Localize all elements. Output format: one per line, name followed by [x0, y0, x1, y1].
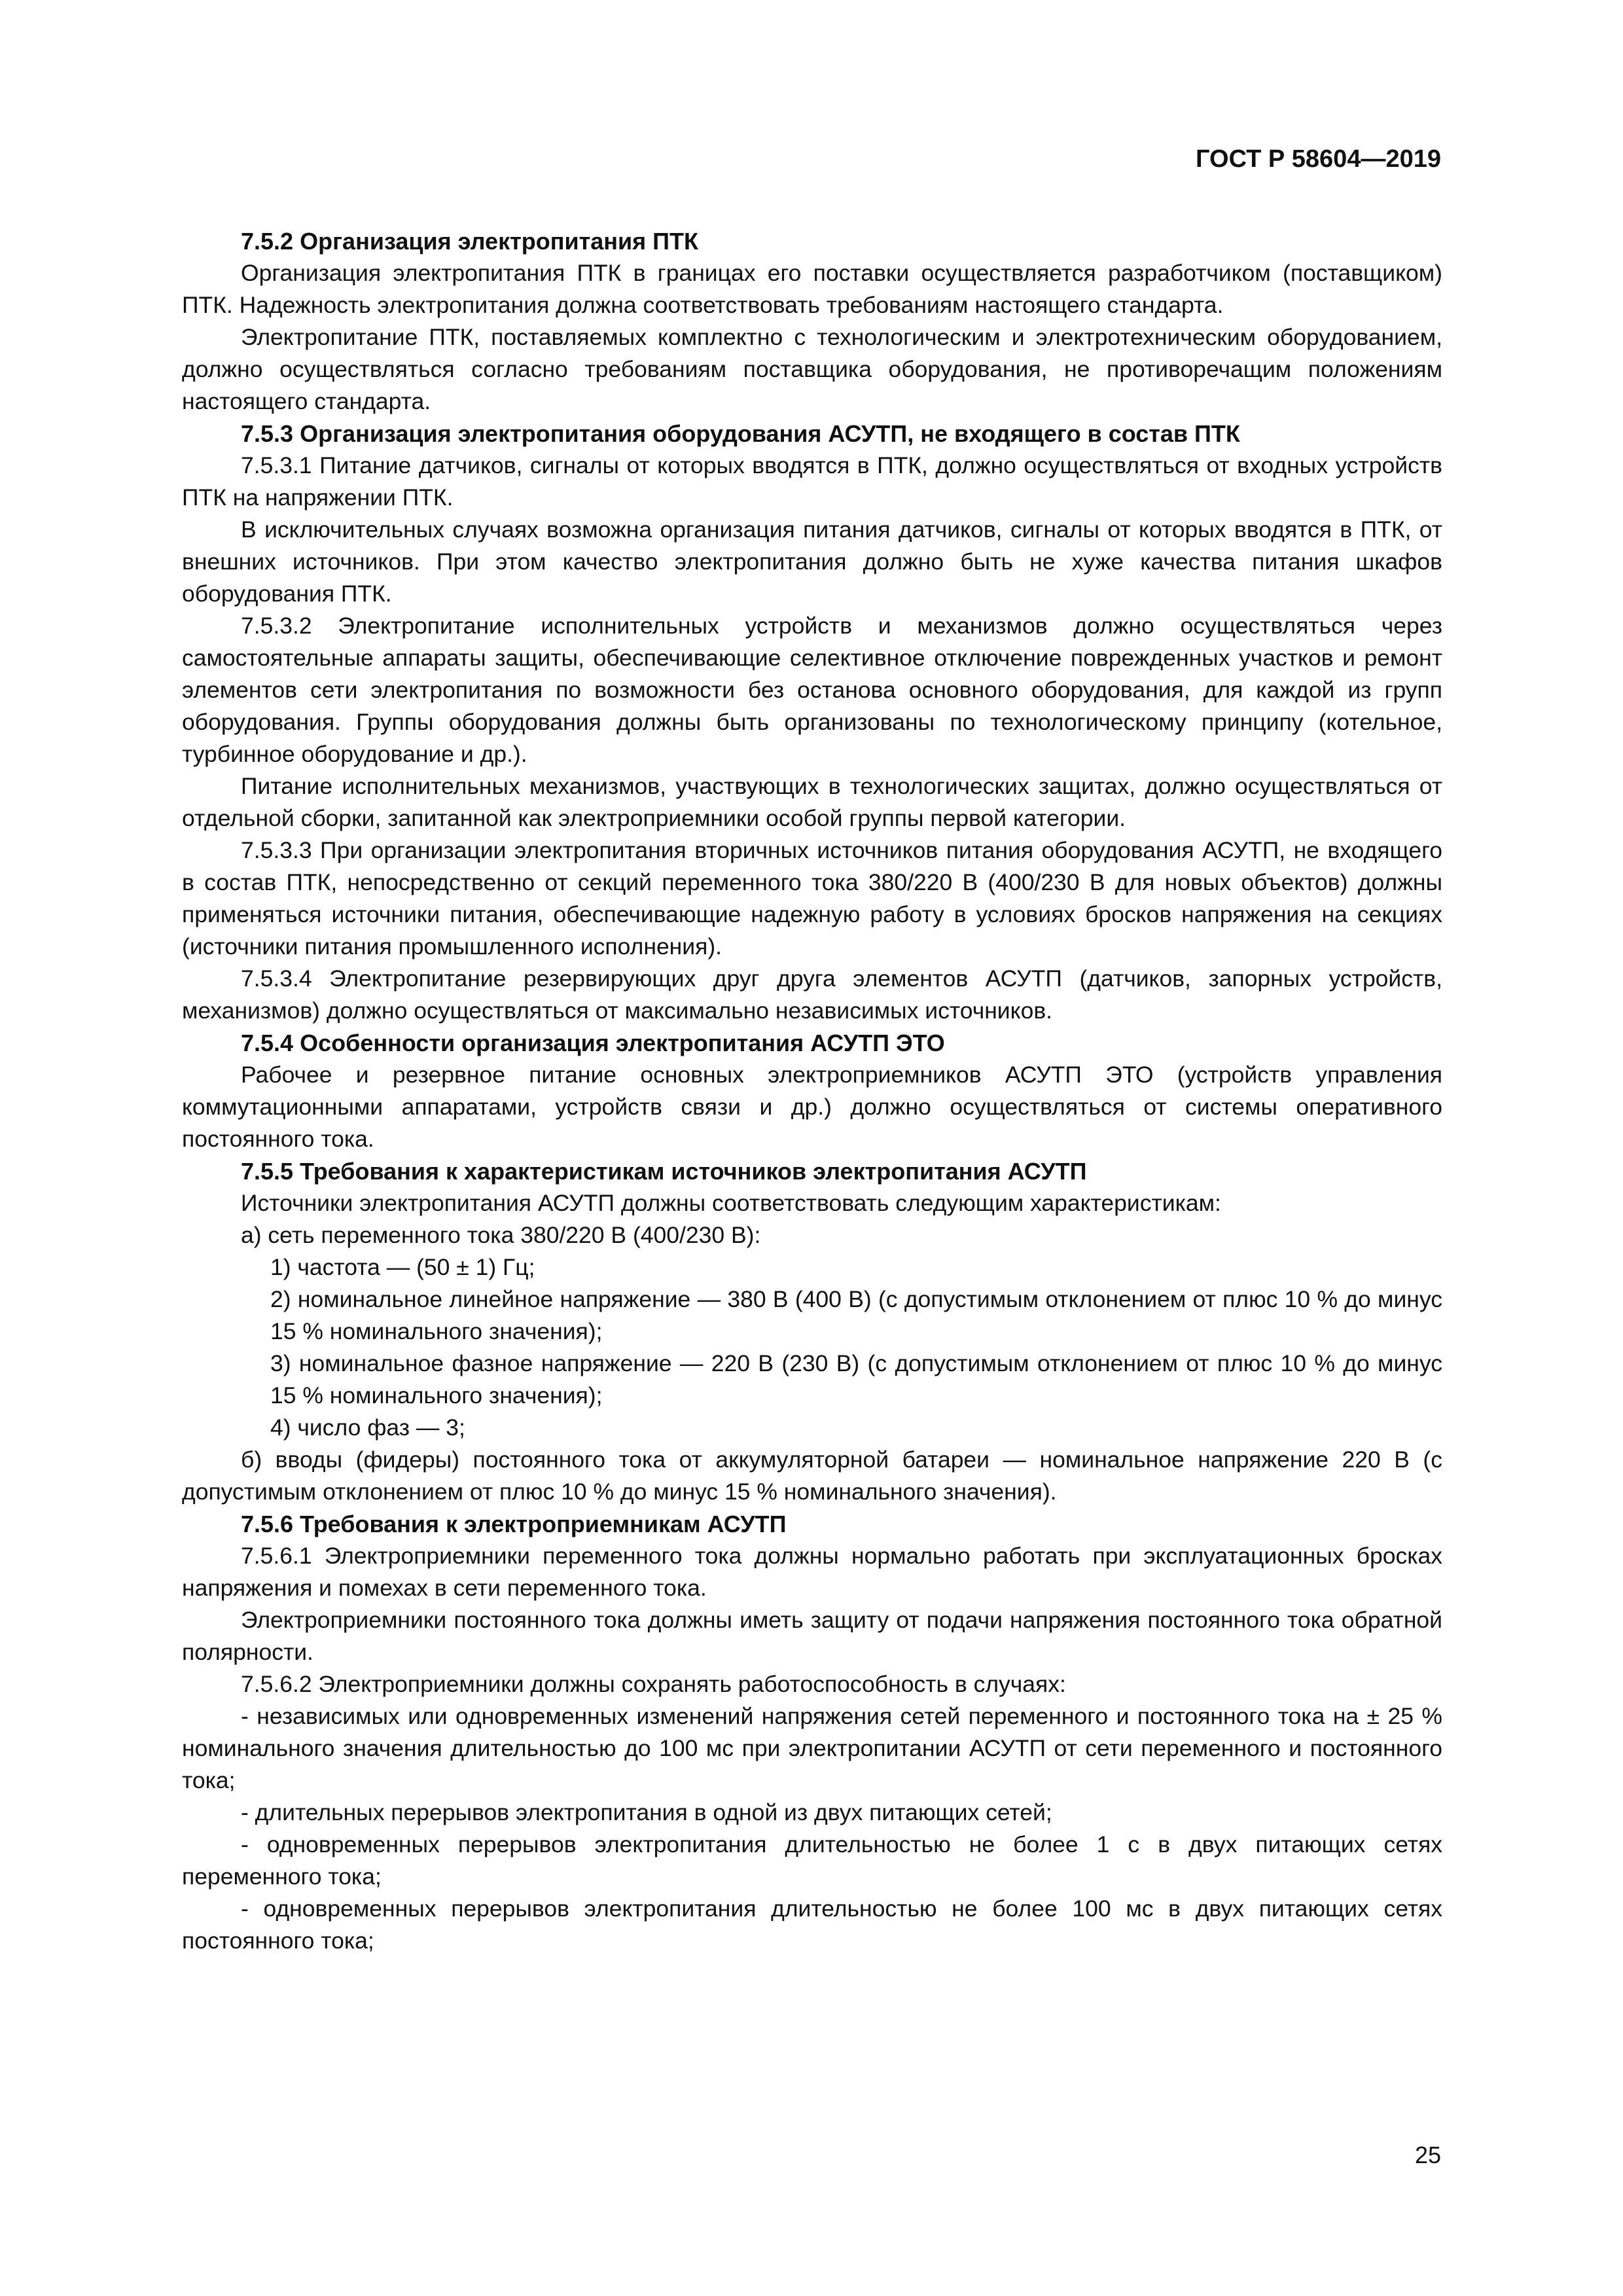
paragraph: 7.5.3.1 Питание датчиков, сигналы от которых вводятся в ПТК, должно осуществляться от входных устройств ПТК на напряжении ПТК. [182, 452, 1442, 511]
paragraph: Организация электропитания ПТК в границах его поставки осуществляется разработчиком (поставщиком) ПТК. Надежность электропитания должна соответствовать требованиям настоящего стандарта. [182, 260, 1442, 318]
dash-list-item: - одновременных перерывов электропитания длительностью не более 100 мс в двух питающих сетях постоянного тока; [182, 1895, 1442, 1954]
section-heading-7-5-3: 7.5.3 Организация электропитания оборудования АСУТП, не входящего в состав ПТК [241, 420, 1240, 447]
page-body [182, 225, 1442, 1957]
sub-list-item: 1) частота — (50 ± 1) Гц; [270, 1254, 535, 1280]
dash-list-item: - независимых или одновременных изменений напряжения сетей переменного и постоянного тока на ± 25 % номинального значения длительностью до 100 мс при электропитании АСУТП от сети переменного и постоянного тока; [182, 1703, 1442, 1793]
section-heading-7-5-6: 7.5.6 Требования к электроприемникам АСУТП [241, 1511, 787, 1537]
paragraph: 7.5.3.2 Электропитание исполнительных устройств и механизмов должно осуществляться через самостоятельные аппараты защиты, обеспечивающие селективное отключение поврежденных участков и ремонт элементов сети электропитания по возможности без останова основного оборудования, для каждой из групп оборудования. Группы оборудования должны быть организованы по технологическому принципу (котельное, турбинное оборудование и др.). [182, 613, 1442, 767]
sub-list-item: 4) число фаз — 3; [270, 1414, 465, 1441]
paragraph: Питание исполнительных механизмов, участвующих в технологических защитах, должно осуществляться от отдельной сборки, запитанной как электроприемники особой группы первой категории. [182, 773, 1442, 831]
section-heading-7-5-4: 7.5.4 Особенности организация электропитания АСУТП ЭТО [241, 1030, 945, 1056]
section-heading-7-5-5: 7.5.5 Требования к характеристикам источников электропитания АСУТП [241, 1158, 1087, 1185]
paragraph: 7.5.6.1 Электроприемники переменного тока должны нормально работать при эксплуатационных бросках напряжения и помехах в сети переменного тока. [182, 1543, 1442, 1601]
paragraph: 7.5.6.2 Электроприемники должны сохранять работоспособность в случаях: [241, 1671, 1066, 1697]
paragraph: В исключительных случаях возможна организация питания датчиков, сигналы от которых вводятся в ПТК, от внешних источников. При этом качество электропитания должно быть не хуже качества питания шкафов оборудования ПТК. [182, 516, 1442, 607]
paragraph: Рабочее и резервное питание основных электроприемников АСУТП ЭТО (устройств управления коммутационными аппаратами, устройств связи и др.) должно осуществляться от системы оперативного постоянного тока. [182, 1062, 1442, 1152]
sub-list-item: 2) номинальное линейное напряжение — 380 В (400 В) (с допустимым отклонением от плюс 10 % до минус 15 % номинального значения); [270, 1286, 1442, 1344]
paragraph: Источники электропитания АСУТП должны соответствовать следующим характеристикам: [241, 1190, 1221, 1216]
dash-list-item: - длительных перерывов электропитания в одной из двух питающих сетей; [241, 1799, 1052, 1825]
page-number: 25 [1414, 2142, 1441, 2168]
list-item: а) сеть переменного тока 380/220 В (400/230 В): [241, 1222, 761, 1248]
dash-list-item: - одновременных перерывов электропитания длительностью не более 1 с в двух питающих сетях переменного тока; [182, 1831, 1442, 1890]
document-id-header: ГОСТ Р 58604—2019 [1196, 145, 1441, 173]
paragraph: Электроприемники постоянного тока должны иметь защиту от подачи напряжения постоянного тока обратной полярности. [182, 1607, 1442, 1665]
sub-list-item: 3) номинальное фазное напряжение — 220 В (230 В) (с допустимым отклонением от плюс 10 % до минус 15 % номинального значения); [270, 1350, 1442, 1408]
paragraph: Электропитание ПТК, поставляемых комплектно с технологическим и электротехническим оборудованием, должно осуществляться согласно требованиям поставщика оборудования, не противоречащим положениям настоящего стандарта. [182, 324, 1442, 414]
section-heading-7-5-2: 7.5.2 Организация электропитания ПТК [241, 228, 698, 255]
paragraph: 7.5.3.4 Электропитание резервирующих друг друга элементов АСУТП (датчиков, запорных устройств, механизмов) должно осуществляться от максимально независимых источников. [182, 965, 1442, 1024]
paragraph: 7.5.3.3 При организации электропитания вторичных источников питания оборудования АСУТП, не входящего в состав ПТК, непосредственно от секций переменного тока 380/220 В (400/230 В для новых объектов) должны применяться источники питания, обеспечивающие надежную работу в условиях бросков напряжения на секциях (источники питания промышленного исполнения). [182, 837, 1442, 960]
list-item: б) вводы (фидеры) постоянного тока от аккумуляторной батареи — номинальное напряжение 220 В (с допустимым отклонением от плюс 10 % до минус 15 % номинального значения). [182, 1446, 1442, 1505]
